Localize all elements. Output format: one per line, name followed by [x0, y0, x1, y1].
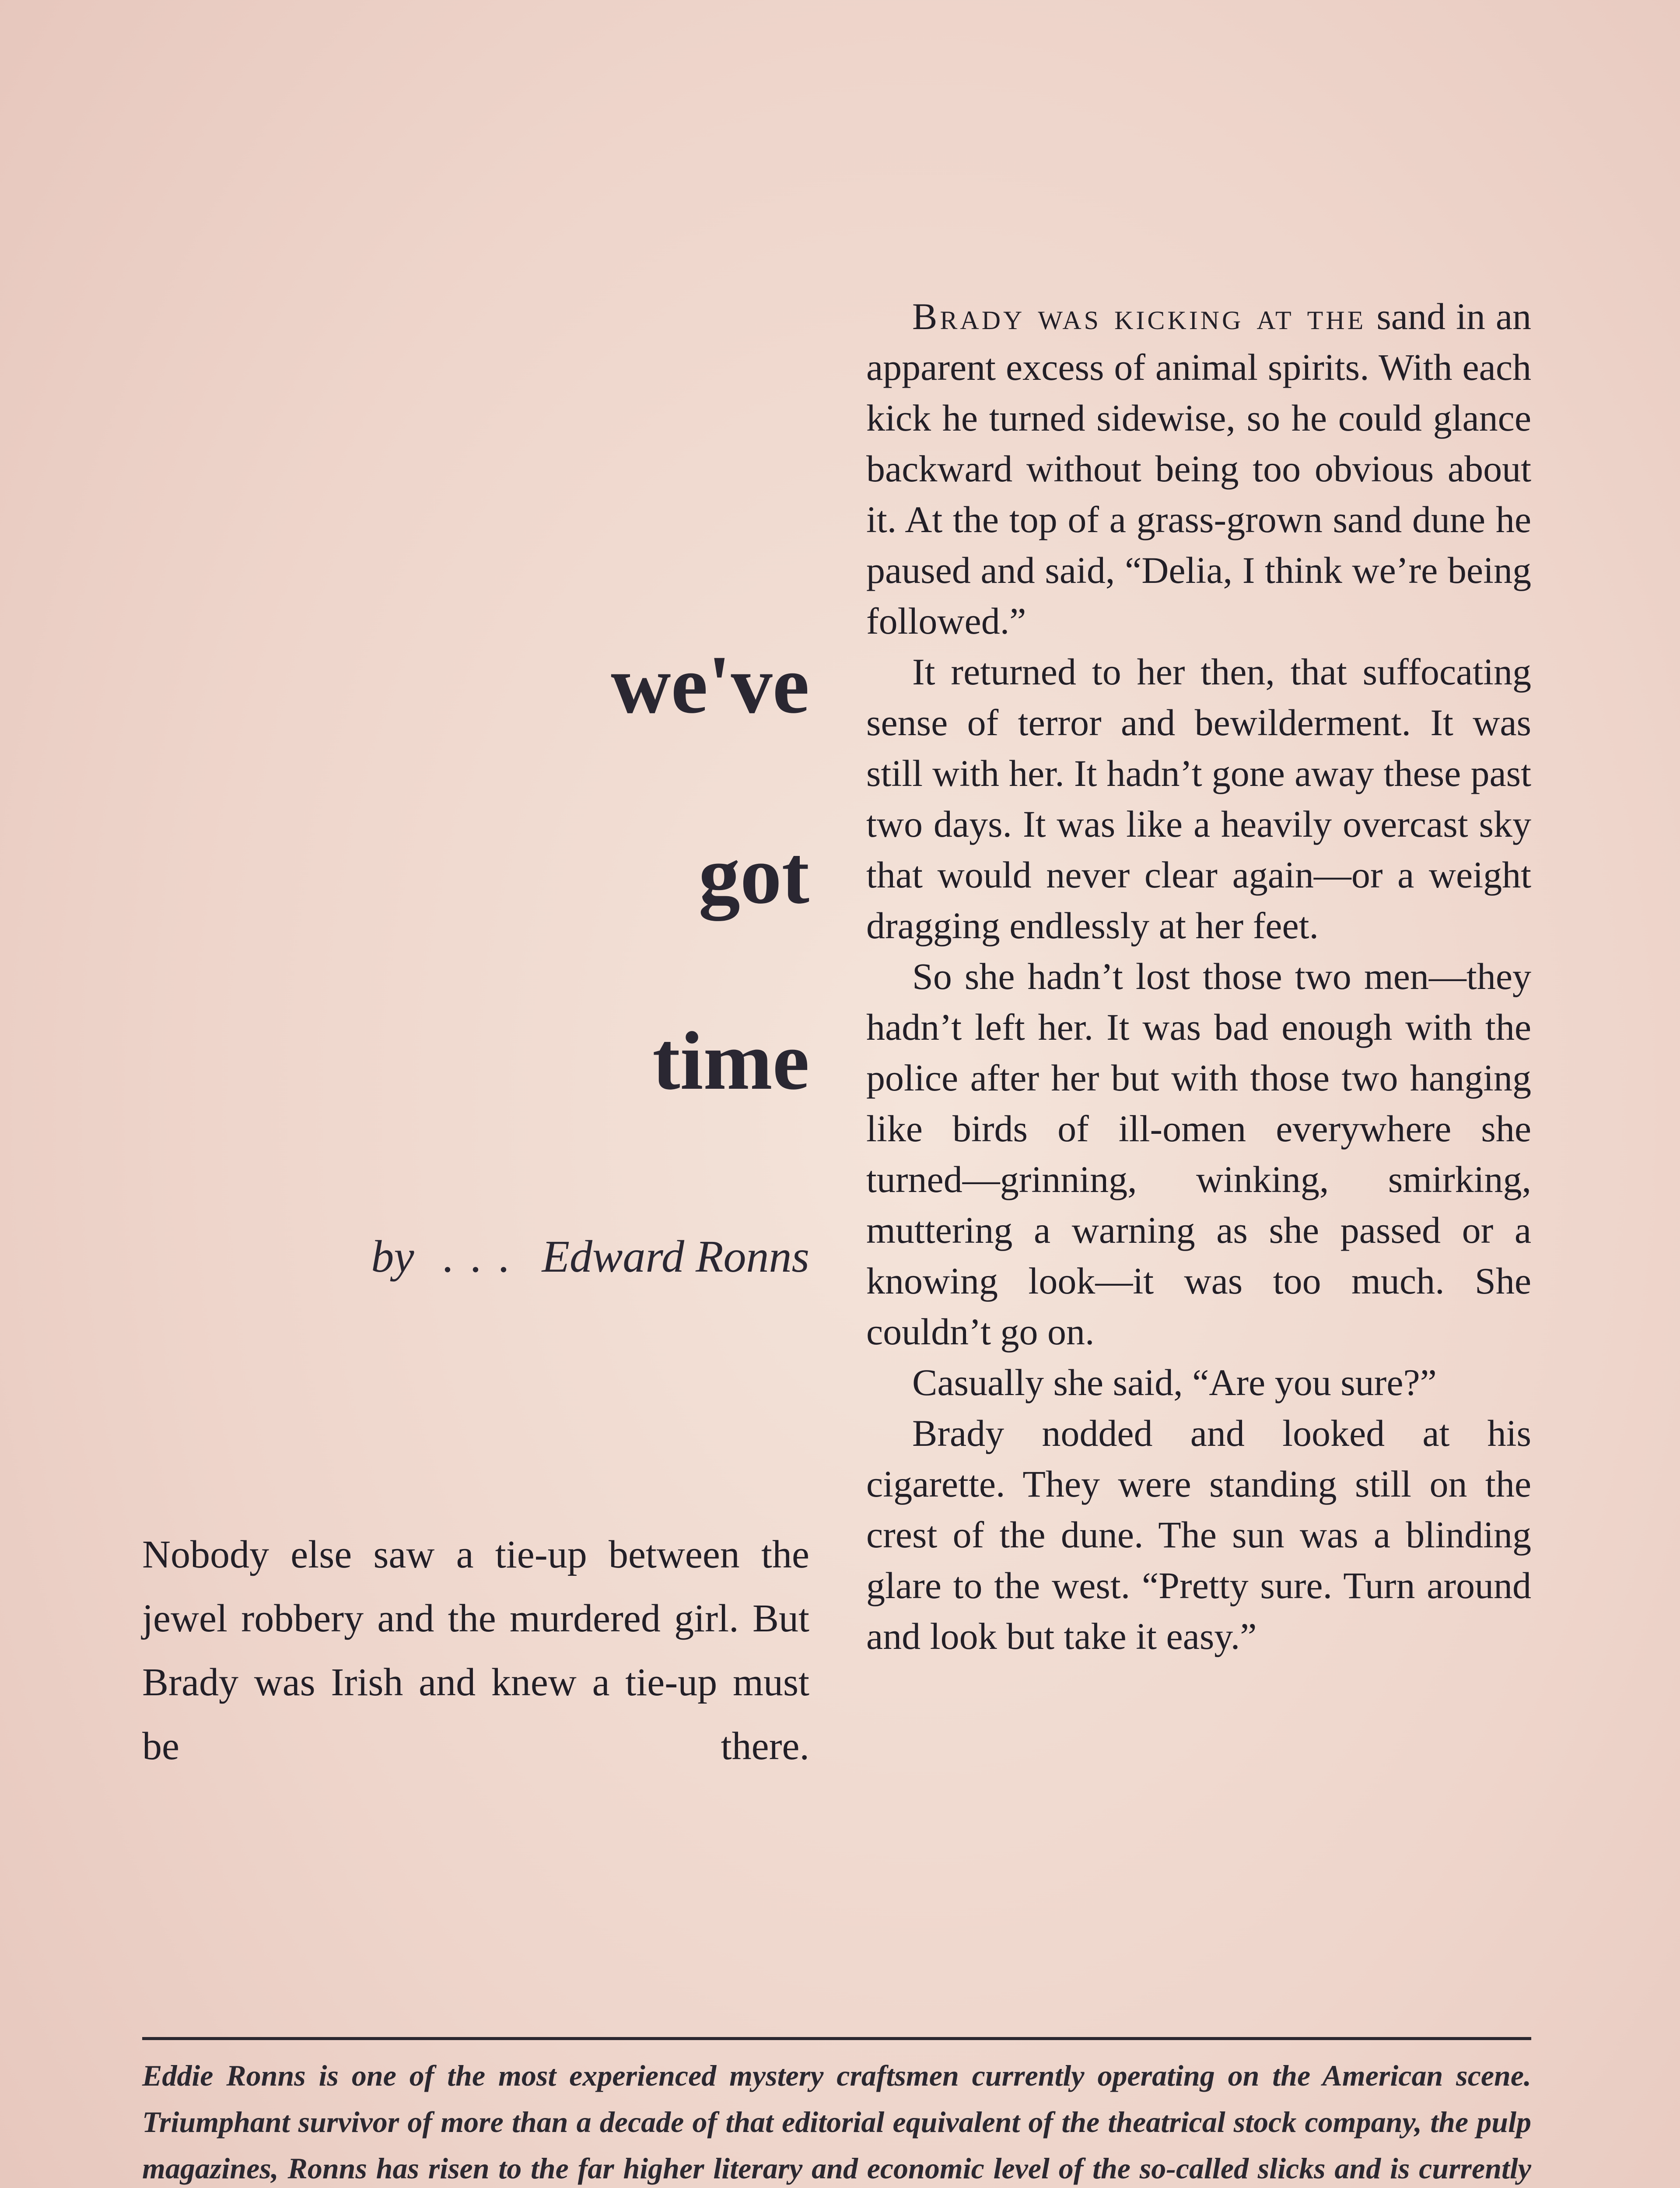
author-name: Edward Ronns: [542, 1231, 809, 1282]
author-footnote: Eddie Ronns is one of the most experienced mystery craftsmen currently operating on the American scene. Triumphant survivor of more than a decade of that editorial equivalent of the theatrical stock company, the pulp magazines, Ronns has risen to the far higher literary and economic level of the so-called slicks and is currently: [142, 2059, 1531, 2185]
story-body: [866, 291, 1531, 1662]
title-word-3: time: [652, 1015, 809, 1107]
title-word-1: we've: [611, 639, 809, 731]
story-paragraph-3: So she hadn’t lost those two men—they hadn’t left her. It was bad enough with the police after her but with those two hanging like birds of ill-omen everywhere she turned—grinning, winking, smirking, muttering a warning as she passed or a knowing look—it was too much. She couldn’t go on.: [866, 955, 1531, 1353]
opening-small-caps: Brady was kicking at the: [912, 295, 1366, 337]
byline: [371, 1231, 809, 1282]
story-paragraph-5: Brady nodded and looked at his cigarette. They were standing still on the crest of the dune. The sun was a blinding glare to the west. “Pretty sure. Turn around and look but take it easy.”: [866, 1412, 1531, 1657]
story-blurb: Nobody else saw a tie-up between the jewel robbery and the murdered girl. But Brady was Irish and knew a tie-up must be there.: [142, 1533, 809, 1768]
byline-dots: . . .: [443, 1231, 513, 1282]
footnote-top-rule: [142, 2037, 1531, 2040]
byline-by: by: [371, 1231, 414, 1282]
title-word-2: got: [698, 829, 809, 921]
story-paragraph-1-text: sand in an apparent excess of animal spirits. With each kick he turned sidewise, so he could glance backward without being too obvious about it. At the top of a grass-grown sand dune he paused and said, “Delia, I think we’re being followed.”: [866, 295, 1532, 642]
story-paragraph-4: Casually she said, “Are you sure?”: [912, 1361, 1437, 1403]
story-paragraph-2: It returned to her then, that suffocating sense of terror and bewilderment. It was still with her. It hadn’t gone away these past two days. It was like a heavily overcast sky that would never clear again—or a weight dragging endlessly at her feet.: [866, 651, 1531, 947]
story-paragraph-1: [866, 291, 1531, 646]
